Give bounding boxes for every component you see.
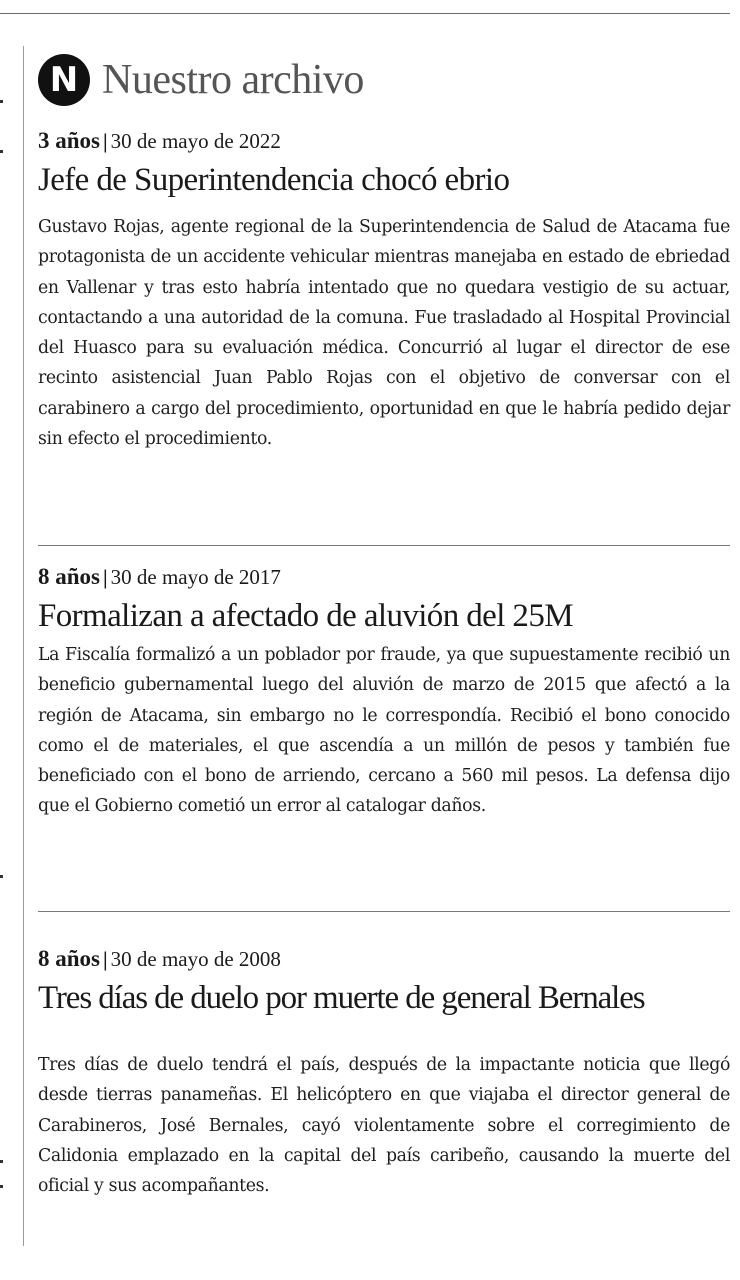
section-title: Nuestro archivo [102, 57, 364, 103]
entry-body: Tres días de duelo tendrá el país, después de la impactante noticia que llegó desde tierras panameñas. El helicóptero en que viajaba el director general de Carabineros, José Bernales, cayó violentamente sobre el corregimiento de Calidonia emplazado en la capital del país caribeño, causando la muerte del oficial y sus acompañantes. [38, 1055, 730, 1197]
entry-years: 8 años [38, 564, 100, 589]
entry-separator: | [103, 947, 108, 971]
entry-separator: | [103, 129, 108, 153]
column-rule [23, 46, 24, 1246]
entry-separator: | [103, 565, 108, 589]
entry-divider [38, 911, 730, 912]
entry-years: 3 años [38, 128, 100, 153]
entry-title: Tres días de duelo por muerte de general Bernales [38, 980, 645, 1016]
edge-mark [0, 1160, 3, 1163]
section-header [38, 50, 364, 110]
entry-meta [38, 564, 730, 590]
entry-body: Gustavo Rojas, agente regional de la Superintendencia de Salud de Atacama fue protagonista de un accidente vehicular mientras manejaba en estado de ebriedad en Vallenar y tras esto habría intentado que no quedara vestigio de su actuar, contactando a una autoridad de la comuna. Fue trasladado al Hospital Provincial del Huasco para su evaluación médica. Concurrió al lugar el director de ese recinto asistencial Juan Pablo Rojas con el objetivo de conversar con el carabinero a cargo del procedimiento, oportunidad en que le habría pedido dejar sin efecto el procedimiento. [38, 217, 730, 450]
entry-years: 8 años [38, 946, 100, 971]
entry-title: Jefe de Superintendencia chocó ebrio [38, 162, 510, 198]
entry-date: 30 de mayo de 2017 [110, 565, 281, 589]
edge-mark [0, 150, 3, 153]
top-rule [0, 13, 730, 14]
newspaper-logo: N [38, 54, 90, 106]
archive-entry [38, 946, 730, 1201]
edge-mark [0, 1185, 3, 1188]
edge-mark [0, 875, 3, 878]
entry-date: 30 de mayo de 2022 [110, 129, 281, 153]
archive-entry [38, 564, 730, 822]
archive-entry [38, 128, 730, 454]
entry-meta [38, 128, 730, 154]
entry-meta [38, 946, 730, 972]
entry-body: La Fiscalía formalizó a un poblador por fraude, ya que supuestamente recibió un beneficio gubernamental luego del aluvión de marzo de 2015 que afectó a la región de Atacama, sin embargo no le correspondía. Recibió el bono conocido como el de materiales, el que ascendía a un millón de pesos y también fue beneficiado con el bono de arriendo, cercano a 560 mil pesos. La defensa dijo que el Gobierno cometió un error al catalogar daños. [38, 645, 730, 817]
entry-title: Formalizan a afectado de aluvión del 25M [38, 598, 573, 634]
entry-date: 30 de mayo de 2008 [110, 947, 281, 971]
entry-divider [38, 545, 730, 546]
edge-mark [0, 100, 3, 103]
